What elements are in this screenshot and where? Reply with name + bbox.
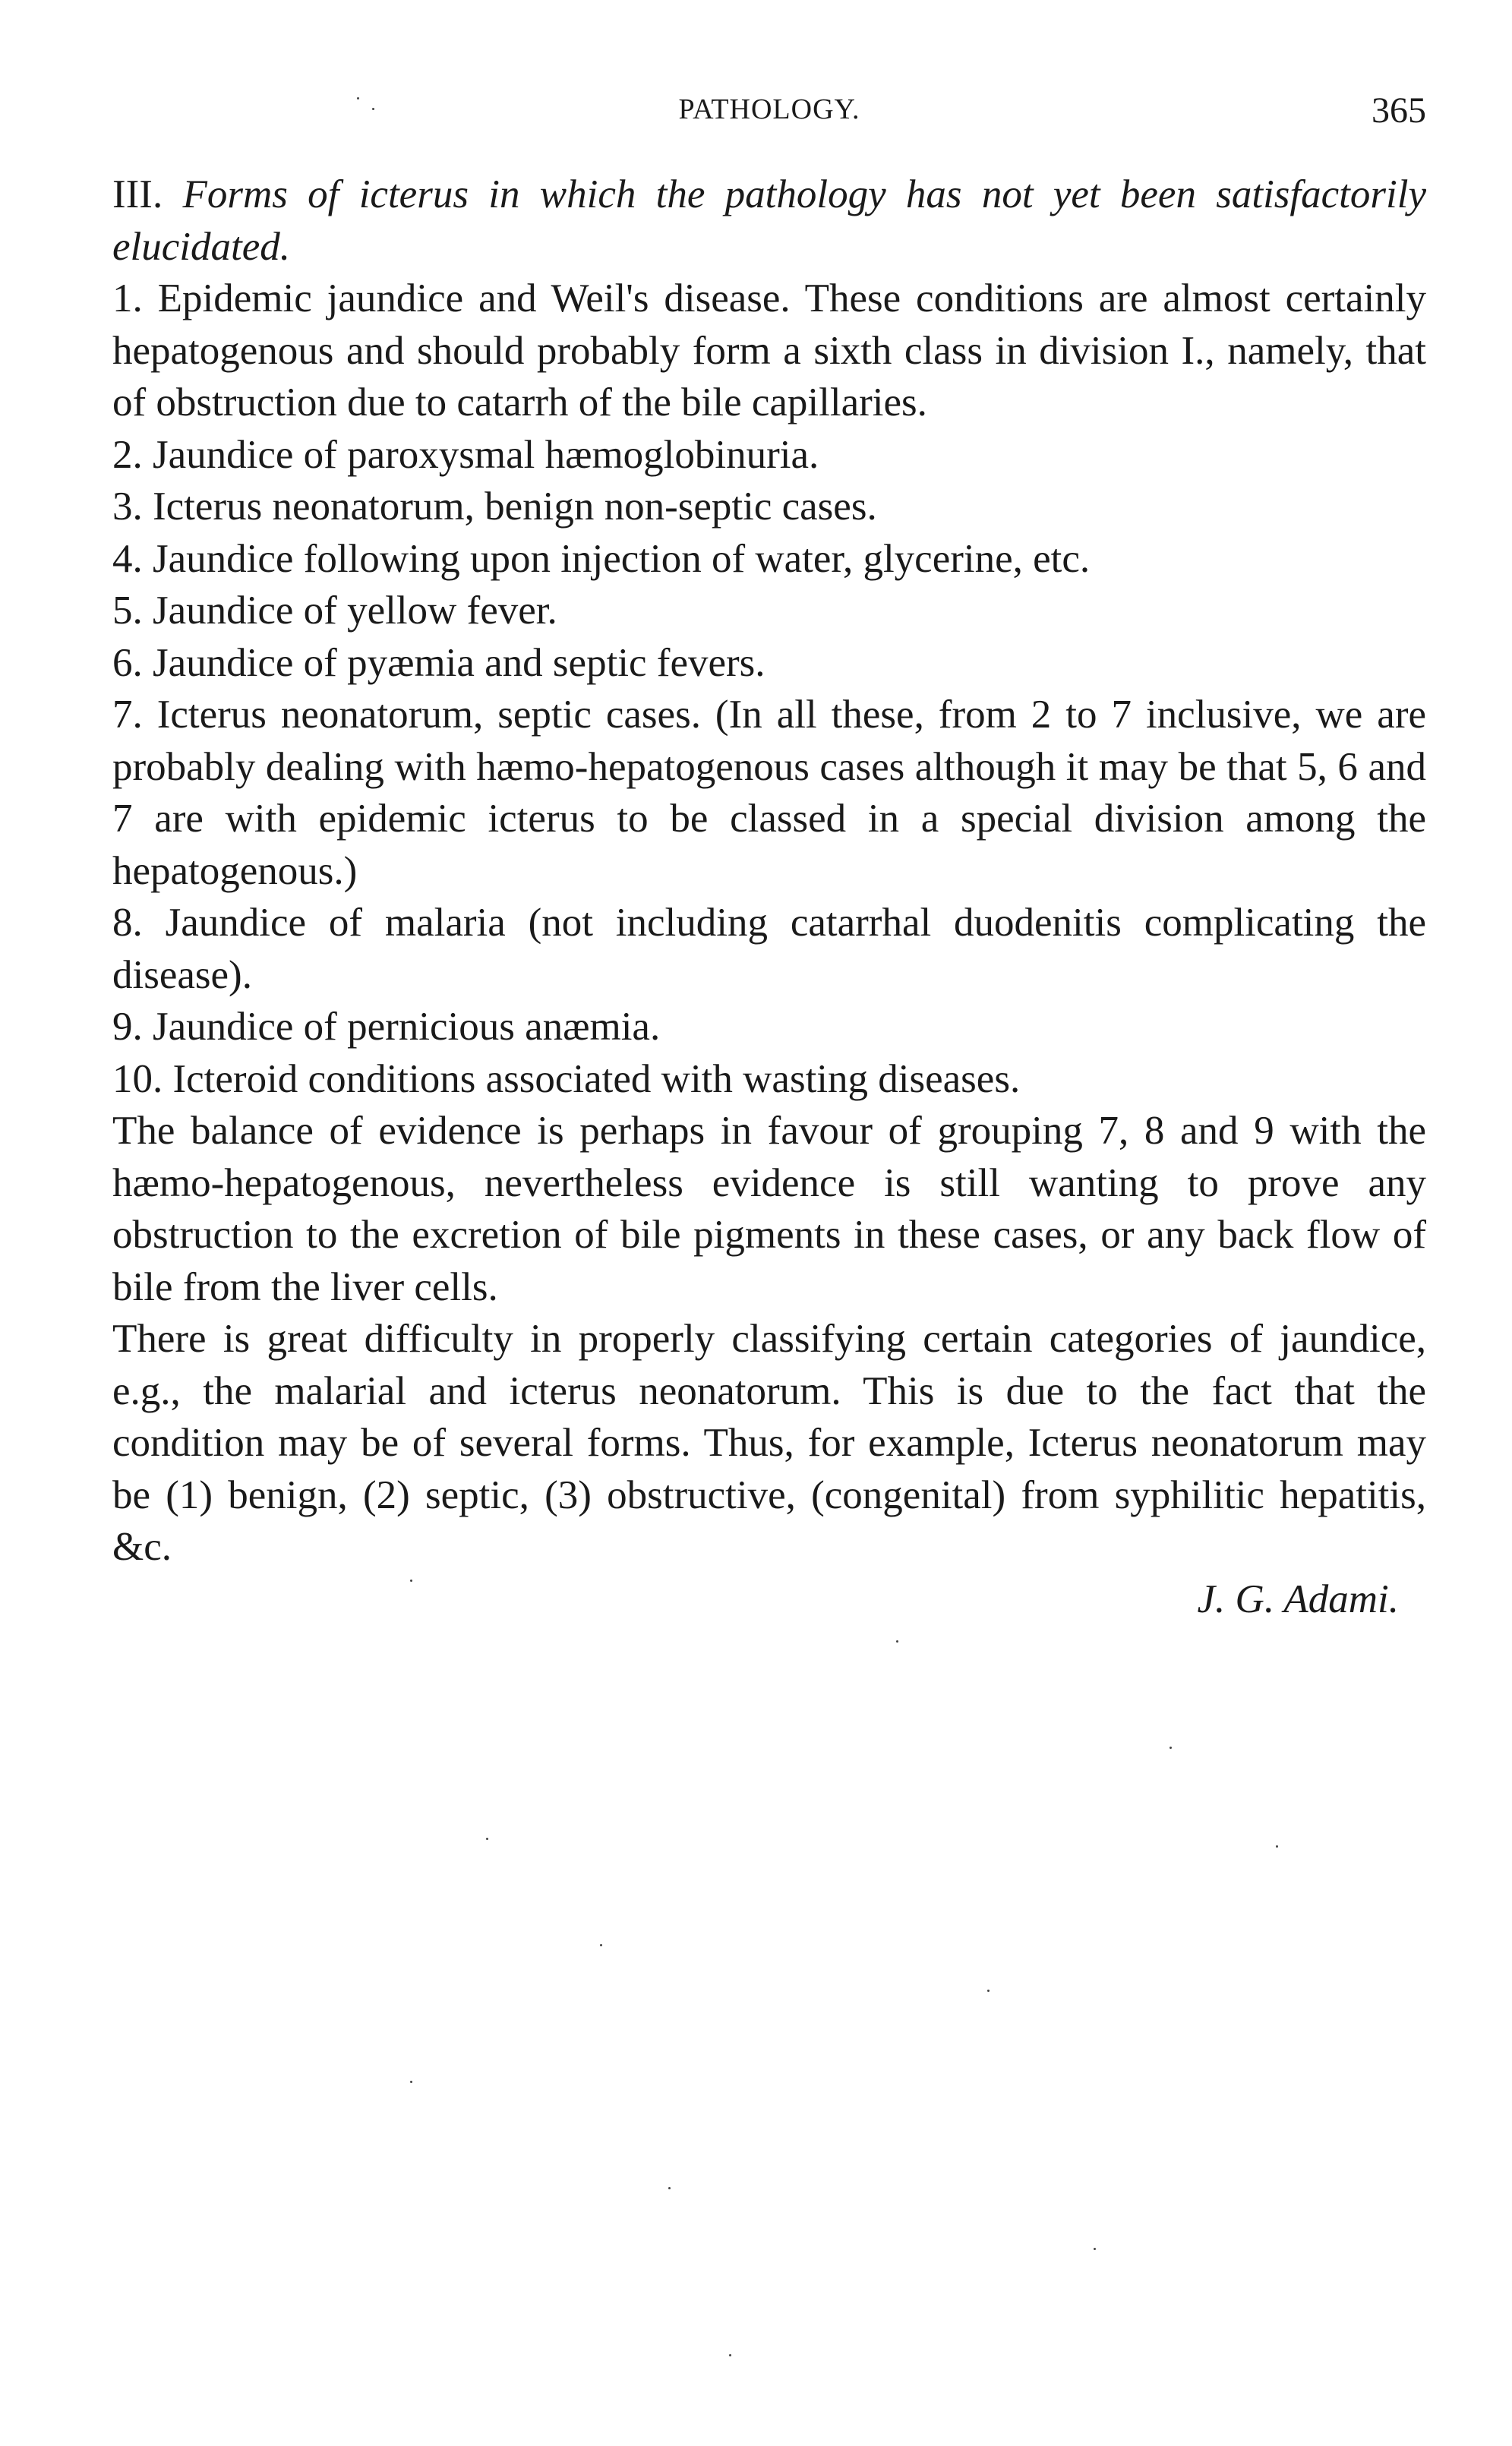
page-header [112, 90, 1426, 143]
author-signature: J. G. Adami. [1197, 1576, 1399, 1621]
list-item [112, 689, 1426, 897]
list-item-number: 5. [112, 589, 143, 633]
list-item [112, 897, 1426, 1001]
list-item-number: 9. [112, 1005, 143, 1049]
list-item-text: Jaundice following upon injection of water, glycerine, etc. [153, 536, 1091, 581]
list-item-text: Icteroid conditions associated with wasting diseases. [172, 1056, 1021, 1101]
print-speck [410, 1580, 412, 1582]
print-speck [410, 2081, 412, 2083]
list-item-text: Icterus neonatorum, septic cases. (In all these, from 2 to 7 inclusive, we are probably dealing with hæmo-hepatogenous cases although it may be that 5, 6 and 7 are with epidemic icterus to be classed in a special division among the hepatogenous.) [112, 693, 1427, 893]
print-speck [357, 97, 359, 99]
page-number: 365 [1372, 90, 1426, 131]
section-heading [112, 169, 1426, 273]
list-item [112, 637, 1426, 690]
print-speck [1170, 1747, 1172, 1749]
page-body [112, 169, 1426, 1625]
print-speck [372, 108, 374, 110]
print-speck [668, 2187, 671, 2189]
book-page [112, 90, 1426, 1625]
section-heading-text: Forms of icterus in which the pathology has not yet been satisfactorily elucidated. [112, 172, 1427, 269]
list-item-text: Icterus neonatorum, benign non-septic cases. [153, 484, 877, 529]
list-item [112, 1001, 1426, 1053]
list-item-text: Jaundice of yellow fever. [153, 589, 557, 633]
list-item-text: Jaundice of paroxysmal hæmoglobinuria. [153, 432, 819, 477]
list-item [112, 533, 1426, 585]
list-item [112, 585, 1426, 637]
body-paragraph: The balance of evidence is perhaps in favour of grouping 7, 8 and 9 with the hæmo-hepatogenous, nevertheless evidence is still wanting to prove any obstruction to the excretion of bile pigments in these cases, or any back flow of bile from the liver cells. [112, 1109, 1426, 1309]
list-item-number: 8. [112, 901, 143, 945]
list-item [112, 481, 1426, 533]
list-item-text: Epidemic jaundice and Weil's disease. These conditions are almost certainly hepatogenous and should probably form a sixth class in division I., namely, that of obstruction due to catarrh of the bile capillaries. [112, 276, 1427, 424]
print-speck [600, 1944, 602, 1946]
list-item [112, 1053, 1426, 1106]
list-item [112, 273, 1426, 429]
list-item-number: 7. [112, 693, 143, 737]
list-item-number: 1. [112, 276, 143, 320]
list-item-number: 6. [112, 640, 143, 685]
list-item-number: 4. [112, 536, 143, 581]
list-item-text: Jaundice of pyæmia and septic fevers. [153, 640, 765, 685]
section-heading-number: III. [112, 172, 163, 216]
list-item-number: 10. [112, 1056, 163, 1101]
list-item-number: 2. [112, 432, 143, 477]
print-speck [987, 1990, 990, 1992]
print-speck [1094, 2248, 1096, 2250]
print-speck [486, 1838, 488, 1840]
print-speck [1276, 1845, 1278, 1848]
list-item-number: 3. [112, 484, 143, 529]
list-item-text: Jaundice of pernicious anæmia. [153, 1005, 661, 1049]
print-speck [896, 1640, 898, 1643]
body-paragraph: There is great difficulty in properly classifying certain categories of jaundice, e.g., the malarial and icterus neonatorum. This is due to the fact that the condition may be of several forms. Thus, for example, Icterus neonatorum may be (1) benign, (2) septic, (3) obstructive, (congenital) from syphilitic hepatitis, &c. [112, 1317, 1426, 1569]
running-head: PATHOLOGY. [678, 93, 860, 125]
list-item [112, 429, 1426, 481]
list-item-text: Jaundice of malaria (not including catarrhal duodenitis complicating the disease). [112, 901, 1426, 997]
print-speck [729, 2354, 731, 2356]
